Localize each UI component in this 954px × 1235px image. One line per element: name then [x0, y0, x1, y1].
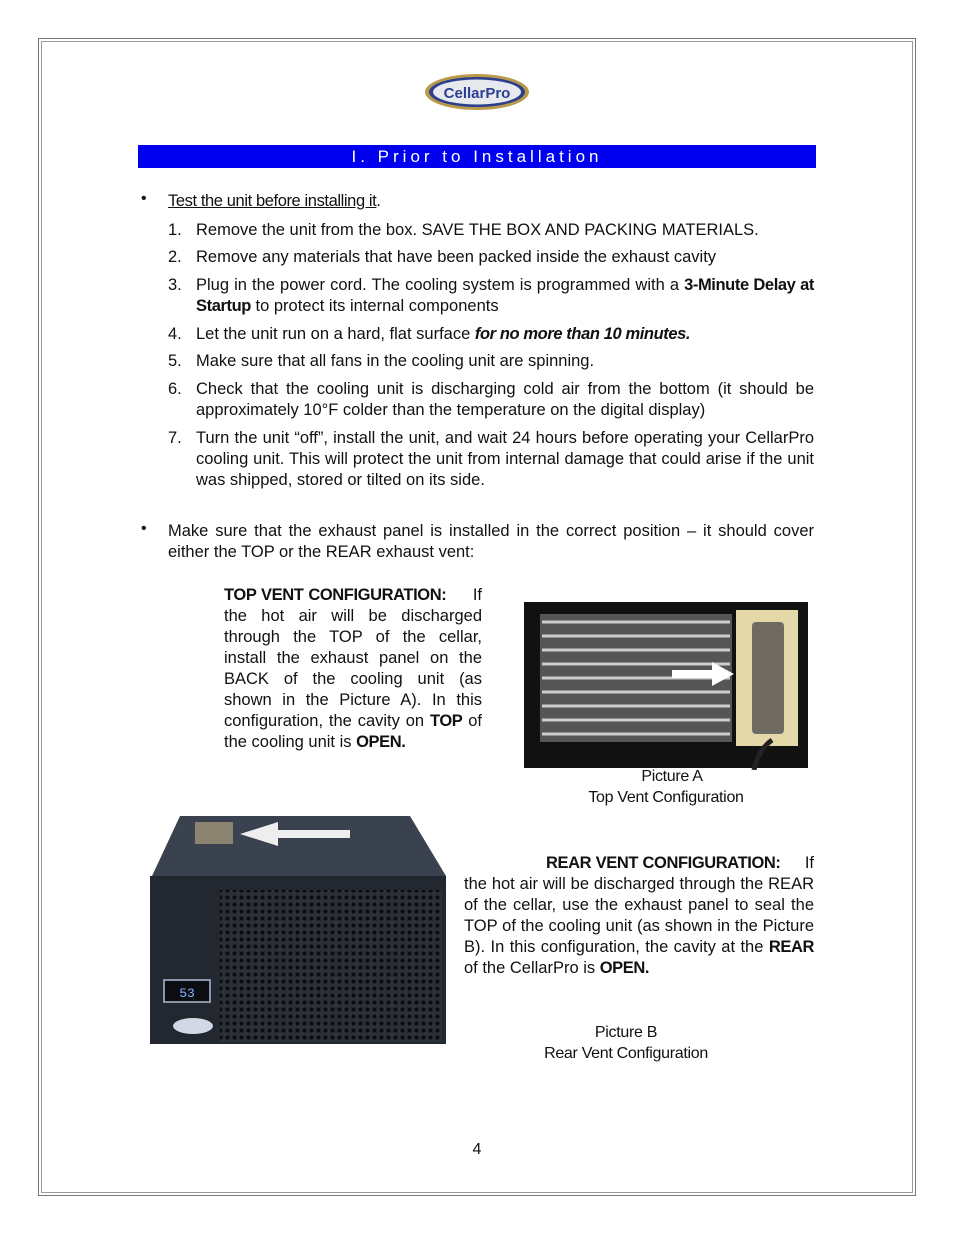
step-number: 5.: [168, 352, 182, 370]
step-1: Remove the unit from the box. SAVE THE BOX AND PACKING MATERIALS.: [196, 221, 759, 239]
picture-a-subcaption: Top Vent Configuration: [588, 789, 744, 806]
step-5: Make sure that all fans in the cooling unit are spinning.: [196, 352, 595, 370]
step-3: Plug in the power cord. The cooling system is programmed with a 3-Minute Delay at Startup to protect its internal components: [196, 276, 814, 315]
top-vent-text: TOP VENT CONFIGURATION: If the hot air will be discharged through the TOP of the cellar, install the exhaust panel on the BACK of the cooling unit (as shown in the Picture A). In this configuration, the cavity on TOP of the cooling unit is OPEN.: [224, 586, 483, 751]
picture-b-image: [140, 810, 450, 1046]
cellarpro-logo: [424, 73, 530, 111]
svg-text:53: 53: [179, 986, 195, 1001]
step-7: Turn the unit “off”, install the unit, and wait 24 hours before operating your CellarPro cooling unit. This will protect the unit from internal damage that could arise if the unit was shipped, stored or tilted on its side.: [196, 429, 814, 489]
step-number: 3.: [168, 276, 182, 294]
step-4: Let the unit run on a hard, flat surface for no more than 10 minutes.: [196, 325, 691, 343]
step-number: 7.: [168, 429, 182, 447]
svg-text:CellarPro: CellarPro: [443, 85, 511, 102]
picture-b-subcaption: Rear Vent Configuration: [544, 1045, 708, 1062]
page-number: 4: [472, 1141, 482, 1158]
bullet-dot: •: [141, 190, 147, 207]
picture-a-image: [522, 600, 810, 770]
rear-vent-text: REAR VENT CONFIGURATION: If the hot air will be discharged through the REAR of the cellar, use the exhaust panel to seal the TOP of the cooling unit (as shown in the Picture B). In this configuration, the cavity at the REAR of the CellarPro is OPEN.: [464, 854, 815, 977]
step-number: 1.: [168, 221, 182, 239]
section-title: I. Prior to Installation: [138, 145, 816, 168]
step-2: Remove any materials that have been packed inside the exhaust cavity: [196, 248, 717, 266]
picture-a-caption: Picture A: [641, 768, 703, 785]
bullet-dot: •: [141, 520, 147, 537]
step-number: 4.: [168, 325, 182, 343]
exhaust-instruction: Make sure that the exhaust panel is installed in the correct position – it should cover either the TOP or the REAR exhaust vent:: [168, 522, 814, 561]
test-heading: Test the unit before installing it.: [168, 192, 381, 210]
picture-b-caption: Picture B: [594, 1024, 658, 1041]
step-number: 6.: [168, 380, 182, 398]
step-number: 2.: [168, 248, 182, 266]
step-6: Check that the cooling unit is discharging cold air from the bottom (it should be approximately 10°F colder than the temperature on the digital display): [196, 380, 814, 419]
